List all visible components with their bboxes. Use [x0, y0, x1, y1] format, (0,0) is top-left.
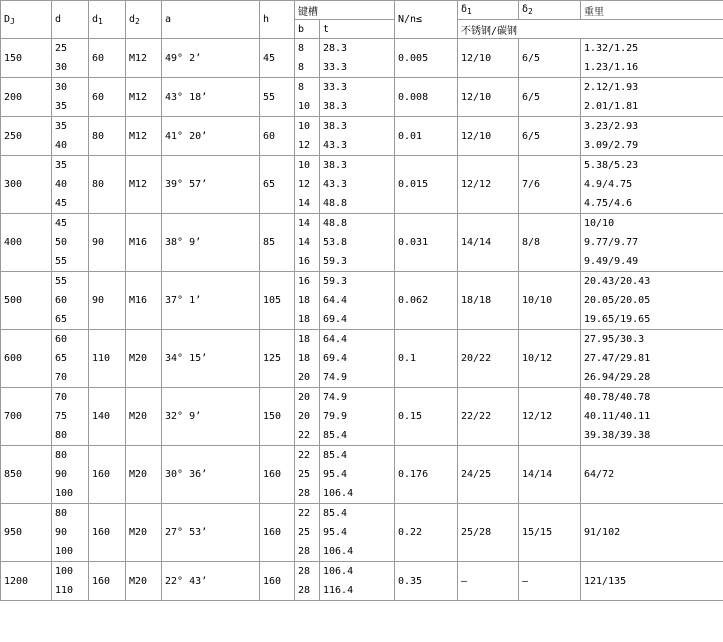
cell-delta1: 14/14: [458, 214, 519, 272]
cell-t: [320, 117, 395, 156]
cell-nn: 0.01: [395, 117, 458, 156]
table-row: [1, 562, 723, 601]
table-row: [1, 330, 723, 388]
cell-d1: 160: [89, 562, 126, 601]
cell-weight-value: 40.11/40.11: [584, 411, 651, 422]
cell-b-value: 20: [298, 411, 311, 422]
header-b: b: [295, 20, 320, 39]
cell-d1: 110: [89, 330, 126, 388]
cell-dj: 500: [1, 272, 52, 330]
cell-d: [52, 39, 89, 78]
cell-nn: 0.35: [395, 562, 458, 601]
cell-b-value: 28: [298, 546, 311, 557]
cell-t: [320, 272, 395, 330]
cell-h: 65: [260, 156, 295, 214]
cell-t-value: 95.4: [323, 469, 348, 480]
cell-b-value: 22: [298, 450, 311, 461]
cell-a: 38° 9’: [162, 214, 260, 272]
cell-weight-value: 39.38/39.38: [584, 430, 651, 441]
cell-d-value: 45: [55, 198, 68, 209]
cell-t-value: 106.4: [323, 566, 354, 577]
cell-t-value: 38.3: [323, 101, 348, 112]
cell-delta2: –: [519, 562, 581, 601]
cell-delta2: 10/12: [519, 330, 581, 388]
cell-weight: [581, 272, 723, 330]
cell-b-value: 20: [298, 372, 311, 383]
cell-weight-value: 20.05/20.05: [584, 295, 651, 306]
cell-d1: 140: [89, 388, 126, 446]
cell-weight-value: 64/72: [584, 469, 615, 480]
cell-a: 43° 18’: [162, 78, 260, 117]
cell-d-value: 25: [55, 43, 68, 54]
cell-t-value: 85.4: [323, 430, 348, 441]
cell-delta1: 18/18: [458, 272, 519, 330]
cell-d-value: 80: [55, 450, 68, 461]
cell-d-value: 100: [55, 566, 74, 577]
cell-nn: 0.22: [395, 504, 458, 562]
cell-t-value: 69.4: [323, 353, 348, 364]
cell-d1: 80: [89, 117, 126, 156]
cell-d-value: 50: [55, 237, 68, 248]
cell-t-value: 43.3: [323, 140, 348, 151]
cell-t: [320, 446, 395, 504]
cell-h: 60: [260, 117, 295, 156]
cell-a: 32° 9’: [162, 388, 260, 446]
cell-delta2: 6/5: [519, 39, 581, 78]
cell-dj: 850: [1, 446, 52, 504]
cell-d-value: 65: [55, 353, 68, 364]
cell-a: 30° 36’: [162, 446, 260, 504]
cell-nn: 0.062: [395, 272, 458, 330]
cell-h: 160: [260, 504, 295, 562]
header-t: t: [320, 20, 395, 39]
cell-weight-value: 40.78/40.78: [584, 392, 651, 403]
cell-d-value: 100: [55, 488, 74, 499]
cell-b-value: 22: [298, 508, 311, 519]
cell-t-value: 48.8: [323, 218, 348, 229]
cell-h: 85: [260, 214, 295, 272]
cell-nn: 0.176: [395, 446, 458, 504]
cell-t-value: 106.4: [323, 546, 354, 557]
cell-d: [52, 117, 89, 156]
cell-b-value: 12: [298, 179, 311, 190]
cell-weight: [581, 446, 723, 504]
cell-d1: 90: [89, 272, 126, 330]
cell-delta1: –: [458, 562, 519, 601]
cell-weight-value: 4.75/4.6: [584, 198, 633, 209]
cell-d-value: 90: [55, 527, 68, 538]
cell-t-value: 43.3: [323, 179, 348, 190]
header-row: [1, 1, 723, 20]
cell-a: 49° 2’: [162, 39, 260, 78]
cell-dj: 150: [1, 39, 52, 78]
cell-t: [320, 156, 395, 214]
cell-dj: 300: [1, 156, 52, 214]
cell-h: 160: [260, 446, 295, 504]
cell-delta1: 12/12: [458, 156, 519, 214]
cell-b-value: 16: [298, 256, 311, 267]
header-keyway: 键槽: [295, 1, 395, 20]
cell-b-value: 18: [298, 314, 311, 325]
cell-weight-value: 1.32/1.25: [584, 43, 639, 54]
cell-t: [320, 330, 395, 388]
cell-weight: [581, 562, 723, 601]
cell-delta2: 8/8: [519, 214, 581, 272]
cell-b: [295, 78, 320, 117]
cell-weight: [581, 330, 723, 388]
table-row: [1, 504, 723, 562]
cell-t: [320, 504, 395, 562]
cell-dj: 200: [1, 78, 52, 117]
cell-b-value: 25: [298, 469, 311, 480]
cell-b: [295, 330, 320, 388]
cell-weight: [581, 39, 723, 78]
cell-b-value: 18: [298, 295, 311, 306]
cell-delta2: 7/6: [519, 156, 581, 214]
cell-weight-value: 9.77/9.77: [584, 237, 639, 248]
cell-delta2: 6/5: [519, 78, 581, 117]
cell-d-value: 35: [55, 160, 68, 171]
cell-d2: M20: [126, 562, 162, 601]
cell-weight-value: 20.43/20.43: [584, 276, 651, 287]
cell-t: [320, 562, 395, 601]
cell-b-value: 25: [298, 527, 311, 538]
cell-weight-value: 3.23/2.93: [584, 121, 639, 132]
cell-nn: 0.1: [395, 330, 458, 388]
cell-nn: 0.008: [395, 78, 458, 117]
cell-b-value: 20: [298, 392, 311, 403]
cell-nn: 0.005: [395, 39, 458, 78]
cell-d1: 60: [89, 39, 126, 78]
table-row: [1, 78, 723, 117]
cell-b-value: 12: [298, 140, 311, 151]
cell-delta1: 25/28: [458, 504, 519, 562]
table-row: [1, 39, 723, 78]
cell-h: 45: [260, 39, 295, 78]
header-d1: $d_1$: [89, 1, 126, 39]
cell-d: [52, 504, 89, 562]
cell-b-value: 8: [298, 43, 305, 54]
cell-b-value: 8: [298, 82, 305, 93]
cell-d-value: 40: [55, 140, 68, 151]
cell-weight-value: 2.12/1.93: [584, 82, 639, 93]
cell-weight: [581, 156, 723, 214]
cell-dj: 250: [1, 117, 52, 156]
cell-d-value: 75: [55, 411, 68, 422]
cell-h: 150: [260, 388, 295, 446]
table-row: [1, 388, 723, 446]
cell-weight-value: 1.23/1.16: [584, 62, 639, 73]
cell-weight-value: 5.38/5.23: [584, 160, 639, 171]
cell-d2: M12: [126, 117, 162, 156]
cell-a: 22° 43’: [162, 562, 260, 601]
cell-b: [295, 562, 320, 601]
cell-weight: [581, 214, 723, 272]
cell-d-value: 30: [55, 62, 68, 73]
cell-d2: M20: [126, 446, 162, 504]
cell-b-value: 22: [298, 430, 311, 441]
cell-weight-value: 27.95/30.3: [584, 334, 645, 345]
cell-a: 37° 1’: [162, 272, 260, 330]
header-delta1: $\delta_1$: [458, 1, 519, 20]
cell-b-value: 28: [298, 566, 311, 577]
table-row: [1, 272, 723, 330]
cell-b-value: 28: [298, 488, 311, 499]
cell-dj: 600: [1, 330, 52, 388]
cell-d: [52, 562, 89, 601]
cell-d-value: 110: [55, 585, 74, 596]
cell-delta1: 24/25: [458, 446, 519, 504]
cell-d2: M12: [126, 78, 162, 117]
cell-weight-value: 9.49/9.49: [584, 256, 639, 267]
cell-b-value: 10: [298, 160, 311, 171]
cell-weight-value: 26.94/29.28: [584, 372, 651, 383]
cell-d-value: 90: [55, 469, 68, 480]
cell-delta1: 12/10: [458, 39, 519, 78]
cell-b-value: 18: [298, 353, 311, 364]
cell-weight-value: 3.09/2.79: [584, 140, 639, 151]
cell-d2: M20: [126, 388, 162, 446]
cell-delta1: 12/10: [458, 117, 519, 156]
cell-d-value: 40: [55, 179, 68, 190]
cell-h: 105: [260, 272, 295, 330]
cell-t-value: 38.3: [323, 121, 348, 132]
cell-t-value: 38.3: [323, 160, 348, 171]
cell-t-value: 85.4: [323, 508, 348, 519]
cell-d-value: 100: [55, 546, 74, 557]
cell-t: [320, 214, 395, 272]
cell-d2: M12: [126, 156, 162, 214]
header-material: 不锈钢/碳钢: [458, 20, 723, 39]
cell-b-value: 18: [298, 334, 311, 345]
cell-t-value: 74.9: [323, 372, 348, 383]
cell-d2: M20: [126, 504, 162, 562]
cell-t: [320, 78, 395, 117]
cell-d1: 60: [89, 78, 126, 117]
cell-b-value: 14: [298, 218, 311, 229]
cell-d2: M12: [126, 39, 162, 78]
cell-d1: 160: [89, 504, 126, 562]
cell-b: [295, 39, 320, 78]
cell-a: 39° 57’: [162, 156, 260, 214]
cell-weight-value: 121/135: [584, 575, 627, 587]
cell-d-value: 70: [55, 372, 68, 383]
cell-delta2: 6/5: [519, 117, 581, 156]
cell-weight-value: 10/10: [584, 218, 615, 229]
cell-b-value: 10: [298, 121, 311, 132]
cell-d1: 160: [89, 446, 126, 504]
cell-t-value: 33.3: [323, 62, 348, 73]
cell-weight-value: 91/102: [584, 527, 621, 538]
cell-delta1: 22/22: [458, 388, 519, 446]
cell-t-value: 95.4: [323, 527, 348, 538]
cell-b-value: 10: [298, 101, 311, 112]
cell-t-value: 28.3: [323, 43, 348, 54]
header-delta2: $\delta_2$: [519, 1, 581, 20]
cell-d-value: 45: [55, 218, 68, 229]
cell-b: [295, 504, 320, 562]
cell-t-value: 59.3: [323, 256, 348, 267]
cell-h: 55: [260, 78, 295, 117]
cell-b-value: 8: [298, 62, 305, 73]
cell-h: 125: [260, 330, 295, 388]
cell-t-value: 64.4: [323, 334, 348, 345]
table-row: [1, 156, 723, 214]
cell-b: [295, 446, 320, 504]
cell-b-value: 16: [298, 276, 311, 287]
cell-d-value: 80: [55, 508, 68, 519]
header-dj: $D_J$: [1, 1, 52, 39]
cell-d: [52, 156, 89, 214]
cell-b-value: 14: [298, 198, 311, 209]
cell-t-value: 64.4: [323, 295, 348, 306]
cell-d: [52, 446, 89, 504]
cell-d1: 90: [89, 214, 126, 272]
cell-d: [52, 78, 89, 117]
cell-d-value: 60: [55, 334, 68, 345]
cell-delta1: 12/10: [458, 78, 519, 117]
cell-d-value: 55: [55, 276, 68, 287]
cell-delta2: 12/12: [519, 388, 581, 446]
cell-b: [295, 117, 320, 156]
cell-d1: 80: [89, 156, 126, 214]
cell-d: [52, 272, 89, 330]
cell-t-value: 106.4: [323, 488, 354, 499]
cell-d-value: 60: [55, 295, 68, 306]
cell-weight: [581, 504, 723, 562]
table-row: [1, 446, 723, 504]
cell-nn: 0.015: [395, 156, 458, 214]
cell-d-value: 35: [55, 101, 68, 112]
cell-delta2: 10/10: [519, 272, 581, 330]
cell-a: 41° 20’: [162, 117, 260, 156]
cell-d2: M16: [126, 272, 162, 330]
cell-t-value: 48.8: [323, 198, 348, 209]
cell-nn: 0.031: [395, 214, 458, 272]
cell-delta1: 20/22: [458, 330, 519, 388]
table-row: [1, 117, 723, 156]
cell-t-value: 74.9: [323, 392, 348, 403]
cell-dj: 700: [1, 388, 52, 446]
header-a: a: [162, 1, 260, 39]
cell-d-value: 65: [55, 314, 68, 325]
cell-b: [295, 214, 320, 272]
cell-t-value: 79.9: [323, 411, 348, 422]
cell-dj: 950: [1, 504, 52, 562]
cell-d-value: 80: [55, 430, 68, 441]
cell-weight: [581, 78, 723, 117]
table-row: [1, 214, 723, 272]
cell-dj: 1200: [1, 562, 52, 601]
cell-d: [52, 388, 89, 446]
cell-a: 27° 53’: [162, 504, 260, 562]
cell-delta2: 14/14: [519, 446, 581, 504]
header-h: h: [260, 1, 295, 39]
cell-b-value: 28: [298, 585, 311, 596]
cell-b-value: 14: [298, 237, 311, 248]
cell-weight-value: 19.65/19.65: [584, 314, 651, 325]
cell-nn: 0.15: [395, 388, 458, 446]
cell-d: [52, 214, 89, 272]
header-d2: $d_2$: [126, 1, 162, 39]
cell-b: [295, 272, 320, 330]
cell-d-value: 30: [55, 82, 68, 93]
cell-t-value: 69.4: [323, 314, 348, 325]
cell-d-value: 55: [55, 256, 68, 267]
cell-weight-value: 4.9/4.75: [584, 179, 633, 190]
cell-weight-value: 2.01/1.81: [584, 101, 639, 112]
cell-t-value: 59.3: [323, 276, 348, 287]
cell-d2: M16: [126, 214, 162, 272]
cell-a: 34° 15’: [162, 330, 260, 388]
cell-t-value: 85.4: [323, 450, 348, 461]
cell-d-value: 35: [55, 121, 68, 132]
cell-weight: [581, 388, 723, 446]
header-d: d: [52, 1, 89, 39]
cell-t-value: 116.4: [323, 585, 354, 596]
cell-t-value: 33.3: [323, 82, 348, 93]
cell-delta2: 15/15: [519, 504, 581, 562]
cell-d: [52, 330, 89, 388]
cell-t: [320, 39, 395, 78]
cell-dj: 400: [1, 214, 52, 272]
header-weight: 重里: [581, 1, 723, 20]
cell-d2: M20: [126, 330, 162, 388]
cell-b: [295, 156, 320, 214]
cell-h: 160: [260, 562, 295, 601]
header-nn: N/n≤: [395, 1, 458, 39]
cell-weight-value: 27.47/29.81: [584, 353, 651, 364]
cell-b: [295, 388, 320, 446]
cell-d-value: 70: [55, 392, 68, 403]
cell-t: [320, 388, 395, 446]
cell-t-value: 53.8: [323, 237, 348, 248]
cell-weight: [581, 117, 723, 156]
